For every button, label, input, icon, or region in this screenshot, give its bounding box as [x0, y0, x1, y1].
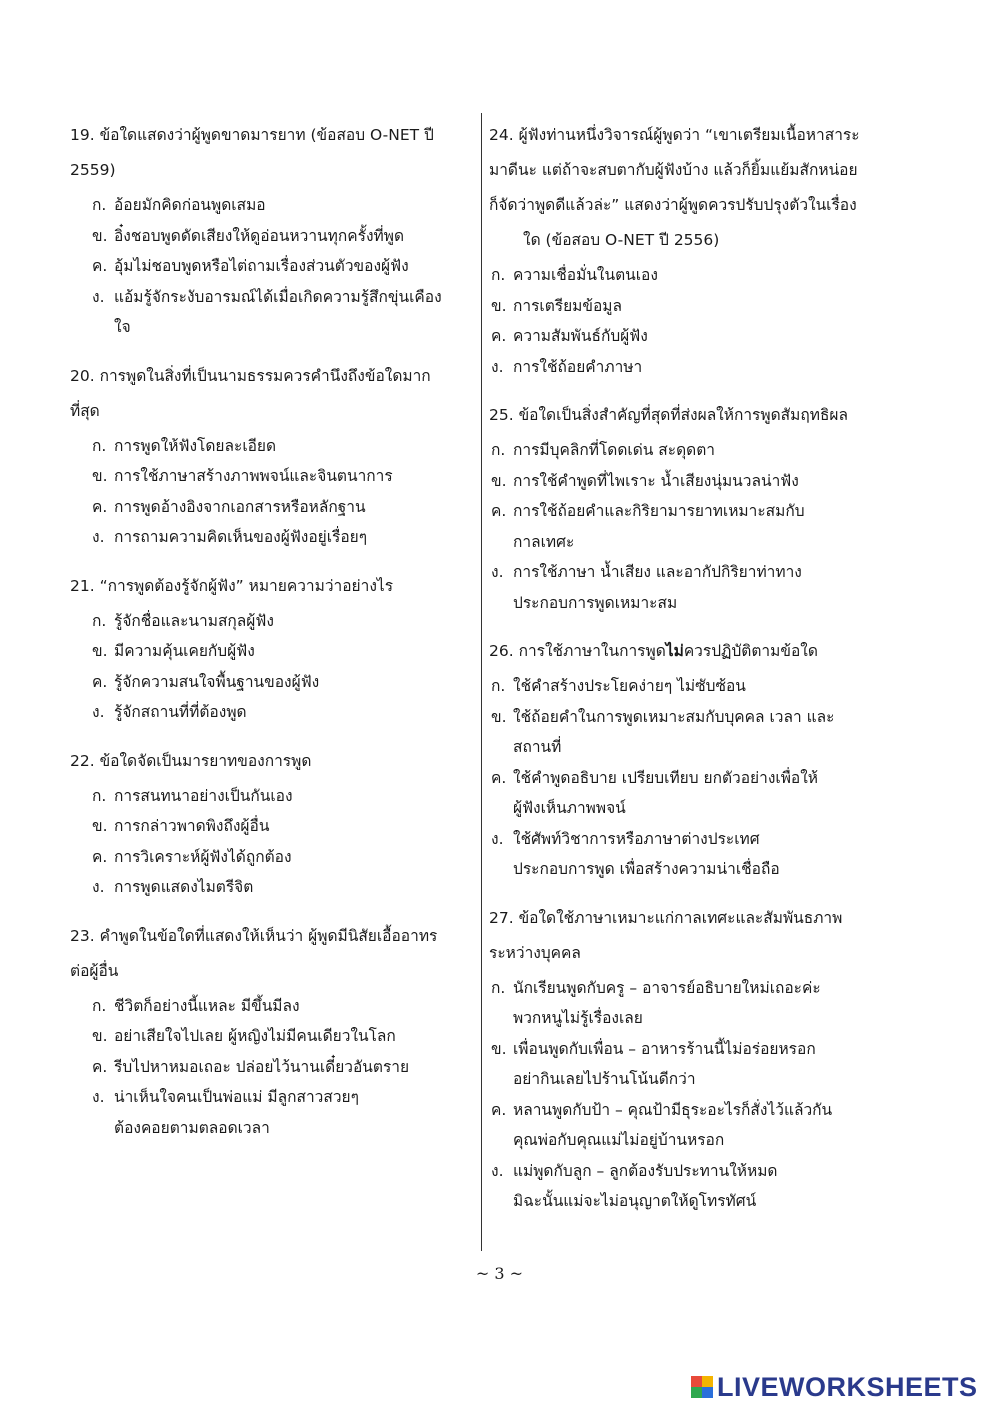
column-divider	[481, 113, 482, 1251]
option-text: อิ๋งชอบพูดดัดเสียงให้ดูอ่อนหวานทุกครั้งที่พูด	[114, 226, 405, 245]
answer-option[interactable]	[491, 352, 909, 383]
question	[489, 634, 909, 885]
logo-mark-icon	[691, 1376, 713, 1398]
answer-option[interactable]	[491, 671, 909, 702]
answer-option[interactable]	[92, 872, 470, 903]
option-list	[70, 781, 470, 903]
option-label: ง.	[92, 703, 105, 721]
option-label: ข.	[92, 642, 108, 660]
answer-option[interactable]	[491, 291, 909, 322]
option-text: การถามความคิดเห็นของผู้ฟังอยู่เรื่อยๆ	[114, 528, 368, 546]
option-label: ค.	[92, 1057, 108, 1076]
option-label: ค.	[92, 672, 108, 691]
option-text: รีบไปหาหมอเถอะ ปล่อยไว้นานเดี๋ยวอันตราย	[114, 1057, 410, 1076]
question-stem: 24. ผู้ฟังท่านหนึ่งวิจารณ์ผู้พูดว่า “เขาเตรียมเนื้อหาสาระ	[489, 126, 860, 144]
option-label: ค.	[491, 768, 507, 787]
question-stem: 20. การพูดในสิ่งที่เป็นนามธรรมควรคำนึงถึงข้อใดมาก	[70, 366, 431, 385]
option-list	[489, 671, 909, 885]
question-stem: ก็จัดว่าพูดดีแล้วล่ะ” แสดงว่าผู้พูดควรปรับปรุงตัวในเรื่อง	[489, 196, 857, 214]
answer-option[interactable]	[92, 781, 470, 812]
question-stem: ใด (ข้อสอบ O-NET ปี 2556)	[523, 231, 720, 249]
question	[70, 359, 470, 553]
option-text: การวิเคราะห์ผู้ฟังได้ถูกต้อง	[114, 847, 292, 866]
question	[70, 919, 470, 1144]
question-stem: 27. ข้อใดใช้ภาษาเหมาะแก่กาลเทศะและสัมพันธภาพ	[489, 908, 843, 927]
answer-option[interactable]	[491, 466, 909, 497]
option-text: มีความคุ้นเคยกับผู้ฟัง	[114, 642, 255, 660]
question	[70, 569, 470, 728]
option-text: สถานที่	[513, 738, 562, 756]
question-stem: 23. คำพูดในข้อใดที่แสดงให้เห็นว่า ผู้พูดมีนิสัยเอื้ออาทร	[70, 926, 438, 945]
question-stem: มาดีนะ แต่ถ้าจะสบตากับผู้ฟังบ้าง แล้วก็ยิ้มแย้มสักหน่อย	[489, 161, 858, 179]
option-text: การใช้คำพูดที่ไพเราะ น้ำเสียงนุ่มนวลน่าฟัง	[513, 471, 799, 490]
option-label: ก.	[491, 441, 506, 459]
answer-option[interactable]	[491, 260, 909, 291]
option-text: การใช้ภาษา น้ำเสียง และอากัปกิริยาท่าทาง	[513, 563, 802, 581]
option-text: ความสัมพันธ์กับผู้ฟัง	[513, 327, 648, 345]
option-text: รู้จักความสนใจพื้นฐานของผู้ฟัง	[114, 672, 320, 691]
option-text: ใช้ถ้อยคำในการพูดเหมาะสมกับบุคคล เวลา และ	[513, 707, 835, 726]
option-text: เพื่อนพูดกับเพื่อน – อาหารร้านนี้ไม่อร่อยหรอก	[513, 1039, 816, 1058]
option-label: ค.	[491, 502, 507, 520]
logo-text: LIVEWORKSHEETS	[717, 1371, 978, 1402]
option-text: การสนทนาอย่างเป็นกันเอง	[114, 786, 293, 805]
option-text: กาลเทศะ	[513, 532, 575, 551]
option-label: ง.	[491, 357, 504, 376]
page-number: ~ 3 ~	[475, 1264, 524, 1283]
option-text: รู้จักสถานที่ที่ต้องพูด	[114, 703, 247, 721]
option-list	[489, 973, 909, 1217]
option-text: ประกอบการพูดเหมาะสม	[513, 593, 678, 612]
answer-option[interactable]	[92, 431, 470, 462]
option-label: ก.	[491, 677, 506, 695]
answer-option[interactable]	[92, 1052, 470, 1083]
answer-option[interactable]	[92, 636, 470, 667]
answer-option[interactable]	[92, 1082, 470, 1143]
answer-option[interactable]	[92, 842, 470, 873]
option-text: มิฉะนั้นแม่จะไม่อนุญาตให้ดูโทรทัศน์	[513, 1192, 757, 1210]
answer-option[interactable]	[92, 251, 470, 282]
option-text: นักเรียนพูดกับครู – อาจารย์อธิบายใหม่เถอะค่ะ	[513, 978, 821, 997]
option-label: ค.	[92, 497, 108, 516]
answer-option[interactable]	[491, 435, 909, 466]
option-label: ง.	[92, 528, 105, 546]
question	[70, 118, 470, 343]
emphasis-text: ไม่	[665, 642, 684, 660]
option-label: ก.	[92, 436, 107, 455]
answer-option[interactable]	[92, 492, 470, 523]
option-label: ก.	[491, 266, 506, 284]
question	[489, 901, 909, 1217]
answer-option[interactable]	[491, 557, 909, 618]
answer-option[interactable]	[92, 1021, 470, 1052]
option-text: อย่ากินเลยไปร้านโน้นดีกว่า	[513, 1070, 696, 1088]
option-label: ข.	[491, 296, 507, 315]
answer-option[interactable]	[491, 1095, 909, 1156]
option-text: ใจ	[114, 318, 131, 336]
option-label: ง.	[491, 563, 504, 581]
option-text: อ้อยมักคิดก่อนพูดเสมอ	[114, 196, 266, 214]
option-text: การพูดให้ฟังโดยละเอียด	[114, 436, 277, 455]
option-text: น่าเห็นใจคนเป็นพ่อแม่ มีลูกสาวสวยๆ	[114, 1088, 359, 1106]
option-label: ข.	[491, 471, 507, 490]
option-text: การเตรียมข้อมูล	[513, 296, 623, 315]
answer-option[interactable]	[491, 702, 909, 763]
option-text: ประกอบการพูด เพื่อสร้างความน่าเชื่อถือ	[513, 860, 780, 878]
option-text: ความเชื่อมั่นในตนเอง	[513, 266, 658, 284]
option-label: ก.	[92, 611, 107, 630]
option-label: ก.	[92, 996, 107, 1015]
question-stem: 19. ข้อใดแสดงว่าผู้พูดขาดมารยาท (ข้อสอบ O-NET ปี	[70, 126, 434, 144]
answer-option[interactable]	[491, 321, 909, 352]
option-text: การพูดอ้างอิงจากเอกสารหรือหลักฐาน	[114, 497, 366, 516]
option-label: ข.	[92, 817, 108, 835]
option-label: ข.	[491, 707, 507, 726]
option-label: ค.	[491, 327, 507, 345]
option-label: ก.	[92, 196, 107, 214]
option-text: การพูดแสดงไมตรีจิต	[114, 878, 254, 896]
option-list	[489, 435, 909, 618]
option-label: ง.	[92, 1088, 105, 1106]
liveworksheets-logo[interactable]	[691, 1371, 978, 1403]
option-label: ก.	[92, 786, 107, 805]
answer-option[interactable]	[491, 973, 909, 1034]
option-label: ง.	[491, 829, 504, 848]
option-label: ค.	[92, 847, 108, 866]
option-label: ง.	[92, 287, 105, 306]
option-text: พวกหนูไม่รู้เรื่องเลย	[513, 1009, 643, 1027]
question-stem: ต่อผู้อื่น	[70, 961, 119, 980]
right-column	[489, 118, 909, 1217]
left-column	[70, 118, 470, 1143]
answer-option[interactable]	[92, 190, 470, 221]
answer-option[interactable]	[92, 606, 470, 637]
option-text: ต้องคอยตามตลอดเวลา	[114, 1118, 270, 1137]
option-list	[70, 431, 470, 553]
option-label: ง.	[491, 1161, 504, 1180]
question-stem: ระหว่างบุคคล	[489, 943, 581, 962]
option-label: ข.	[92, 467, 108, 485]
question-stem: ที่สุด	[70, 401, 100, 420]
question-stem: 21. “การพูดต้องรู้จักผู้ฟัง” หมายความว่าอย่างไร	[70, 576, 394, 595]
question	[489, 398, 909, 618]
option-label: ข.	[491, 1039, 507, 1058]
answer-option[interactable]	[92, 697, 470, 728]
question-stem: 22. ข้อใดจัดเป็นมารยาทของการพูด	[70, 751, 312, 770]
option-text: ชีวิตก็อย่างนี้แหละ มีขึ้นมีลง	[114, 996, 300, 1015]
option-text: คุณพ่อกับคุณแม่ไม่อยู่บ้านหรอก	[513, 1131, 725, 1149]
option-label: ง.	[92, 878, 105, 896]
question-stem: 25. ข้อใดเป็นสิ่งสำคัญที่สุดที่ส่งผลให้การพูดสัมฤทธิผล	[489, 406, 848, 424]
answer-option[interactable]	[92, 667, 470, 698]
option-text: แม่พูดกับลูก – ลูกต้องรับประทานให้หมด	[513, 1161, 778, 1180]
option-text: อุ้มไม่ชอบพูดหรือไต่ถามเรื่องส่วนตัวของผู้ฟัง	[114, 257, 409, 275]
option-text: การกล่าวพาดพิงถึงผู้อื่น	[114, 817, 270, 835]
option-label: ข.	[92, 1027, 108, 1045]
option-text: การใช้ภาษาสร้างภาพพจน์และจินตนาการ	[114, 467, 393, 485]
answer-option[interactable]	[92, 522, 470, 553]
option-text: ใช้คำพูดอธิบาย เปรียบเทียบ ยกตัวอย่างเพื่อให้	[513, 768, 819, 787]
option-label: ข.	[92, 226, 108, 245]
option-list	[70, 991, 470, 1144]
answer-option[interactable]	[92, 991, 470, 1022]
answer-option[interactable]	[491, 824, 909, 885]
option-text: การใช้ถ้อยคำและกิริยามารยาทเหมาะสมกับ	[513, 502, 805, 520]
option-text: แอ้มรู้จักระงับอารมณ์ได้เมื่อเกิดความรู้สึกขุ่นเคือง	[114, 287, 442, 306]
option-label: ก.	[491, 978, 506, 997]
question	[70, 744, 470, 903]
answer-option[interactable]	[92, 221, 470, 252]
answer-option[interactable]	[491, 763, 909, 824]
option-list	[489, 260, 909, 382]
option-text: หลานพูดกับป้า – คุณป้ามีธุระอะไรก็สั่งไว้แล้วกัน	[513, 1100, 833, 1119]
option-text: ผู้ฟังเห็นภาพพจน์	[513, 799, 626, 817]
option-list	[70, 190, 470, 343]
answer-option[interactable]	[491, 1034, 909, 1095]
option-label: ค.	[92, 257, 108, 275]
question-stem: 2559)	[70, 161, 116, 179]
answer-option[interactable]	[491, 496, 909, 557]
option-text: การใช้ถ้อยคำภาษา	[513, 357, 643, 376]
option-text: ใช้ศัพท์วิชาการหรือภาษาต่างประเทศ	[513, 829, 760, 848]
answer-option[interactable]	[92, 461, 470, 492]
option-text: การมีบุคลิกที่โดดเด่น สะดุดตา	[513, 441, 715, 459]
answer-option[interactable]	[491, 1156, 909, 1217]
option-label: ค.	[491, 1100, 507, 1119]
question	[489, 118, 909, 382]
option-text: ใช้คำสร้างประโยคง่ายๆ ไม่ซับซ้อน	[513, 677, 746, 695]
option-text: อย่าเสียใจไปเลย ผู้หญิงไม่มีคนเดียวในโลก	[114, 1027, 396, 1045]
option-list	[70, 606, 470, 728]
question-stem: 26. การใช้ภาษาในการพูดไม่ควรปฏิบัติตามข้อใด	[489, 642, 818, 660]
option-text: รู้จักชื่อและนามสกุลผู้ฟัง	[114, 611, 274, 630]
answer-option[interactable]	[92, 282, 470, 343]
answer-option[interactable]	[92, 811, 470, 842]
